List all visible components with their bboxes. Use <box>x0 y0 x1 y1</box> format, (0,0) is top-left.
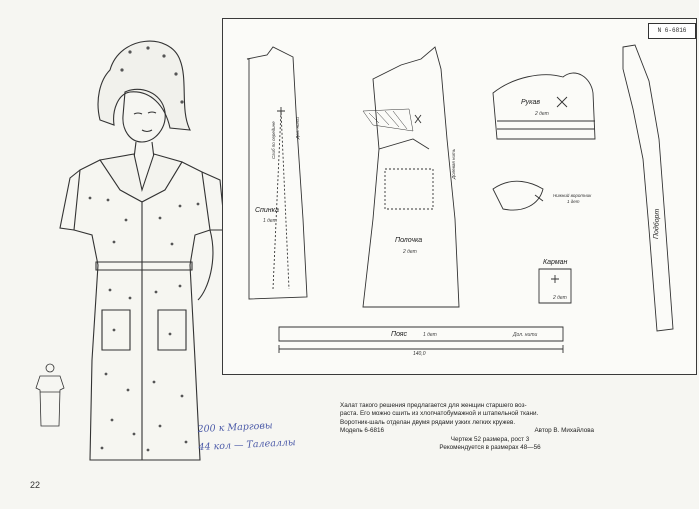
handwriting-line-1: 200 к Марговы <box>197 420 273 436</box>
front-grain-note: Долевая нить <box>451 148 456 179</box>
handwritten-note <box>197 415 319 457</box>
drawing-info: Чертеж 52 размера, рост 3 <box>450 435 530 443</box>
back-fold-note: Сгиб по середине <box>271 121 276 159</box>
back-piece-count: 1 дет <box>263 218 277 224</box>
recommended-sizes: Рекомендуется в размерах 48—56 <box>439 444 541 452</box>
belt-length-dim: 140,0 <box>413 351 426 357</box>
pocket-label: Карман <box>543 259 568 266</box>
front-piece-count: 2 дет <box>403 249 417 255</box>
pattern-drawing <box>223 19 696 374</box>
back-view-thumbnail <box>30 362 70 432</box>
pocket-count: 2 дет <box>553 295 567 301</box>
back-grain-note: Дол. нити <box>295 117 300 139</box>
undercollar-note: Нижний воротник <box>553 193 592 198</box>
back-piece-label: Спинка <box>255 207 279 214</box>
handwriting-line-2: 44 кол — Талеаллы <box>198 437 296 454</box>
front-piece-label: Полочка <box>395 237 423 244</box>
model-label: Модель 6-6816 <box>340 427 384 435</box>
caption-block <box>340 402 640 452</box>
undercollar-count: 1 дет <box>567 199 580 204</box>
model-code-box: N 6-6816 <box>648 23 696 39</box>
belt-grain-note: Дол. нити <box>513 332 538 338</box>
belt-label: Пояс <box>391 331 408 338</box>
caption-line-1: Халат такого решения предлагается для женщин старшего воз- <box>340 402 527 409</box>
sleeve-count: 2 дет <box>535 111 549 117</box>
pattern-drafting-panel <box>222 18 697 375</box>
belt-count: 1 дет <box>423 332 437 338</box>
caption-line-2: раста. Его можно сшить из хлопчатобумажной и штапельной ткани. <box>340 410 539 418</box>
sleeve-label: Рукав <box>521 99 541 106</box>
caption-model-row <box>340 427 640 435</box>
caption-line-3: Воротник-шаль отделан двумя рядами узких легких кружев. <box>340 418 516 426</box>
page-number: 22 <box>30 480 41 490</box>
facing-label: Подборт <box>653 208 662 240</box>
author-credit: Автор В. Михайлова <box>534 427 594 435</box>
